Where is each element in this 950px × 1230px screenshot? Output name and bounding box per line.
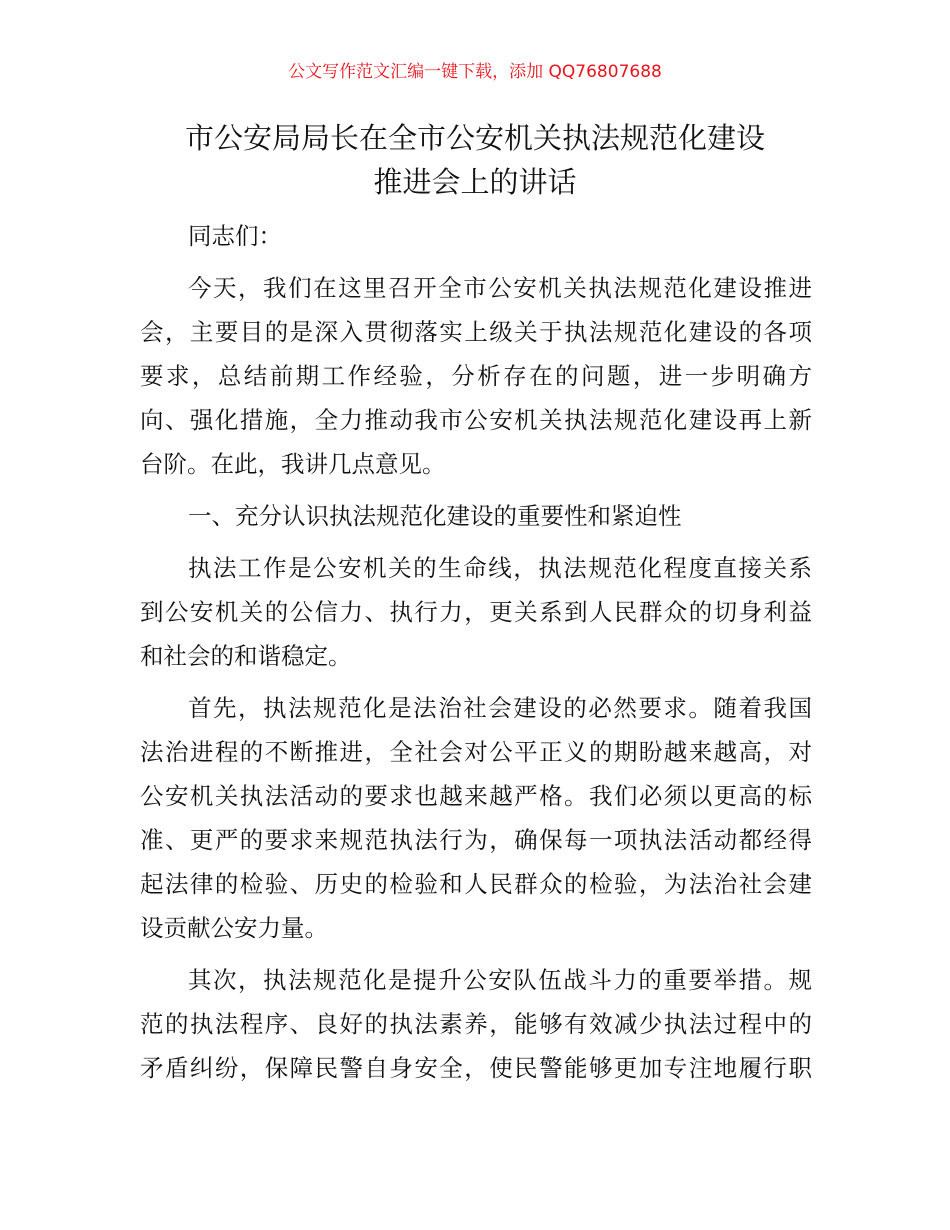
paragraph-line: 矛盾纠纷，保障民警自身安全，使民警能够更加专注地履行职	[140, 1054, 812, 1082]
paragraph	[140, 546, 812, 678]
paragraph-line: 法治进程的不断推进，全社会对公平正义的期盼越来越高，对	[140, 738, 812, 766]
paragraph	[140, 686, 812, 950]
paragraph-line: 公安机关执法活动的要求也越来越严格。我们必须以更高的标	[140, 782, 812, 810]
document-body	[140, 214, 812, 1098]
paragraph-line: 今天，我们在这里召开全市公安机关执法规范化建设推进	[188, 274, 812, 302]
paragraph-line: 范的执法程序、良好的执法素养，能够有效减少执法过程中的	[140, 1010, 812, 1038]
paragraph-line: 要求，总结前期工作经验，分析存在的问题，进一步明确方	[140, 362, 812, 390]
paragraph-line: 向、强化措施，全力推动我市公安机关执法规范化建设再上新	[140, 406, 812, 434]
paragraph-line: 会，主要目的是深入贯彻落实上级关于执法规范化建设的各项	[140, 318, 812, 346]
paragraph-line: 同志们：	[188, 222, 282, 250]
paragraph	[140, 214, 812, 258]
paragraph	[140, 266, 812, 486]
paragraph-line: 台阶。在此，我讲几点意见。	[140, 450, 446, 478]
paragraph-line: 执法工作是公安机关的生命线，执法规范化程度直接关系	[188, 554, 812, 582]
paragraph-line: 设贡献公安力量。	[140, 914, 328, 942]
document-title	[0, 116, 950, 204]
paragraph-line: 起法律的检验、历史的检验和人民群众的检验，为法治社会建	[140, 870, 812, 898]
paragraph-line: 其次，执法规范化是提升公安队伍战斗力的重要举措。规	[188, 966, 812, 994]
paragraph	[140, 494, 812, 538]
paragraph-line: 准、更严的要求来规范执法行为，确保每一项执法活动都经得	[140, 826, 812, 854]
paragraph-line: 和社会的和谐稳定。	[140, 642, 352, 670]
download-banner: 公文写作范文汇编一键下载，添加 QQ76807688	[288, 62, 662, 82]
title-line: 推进会上的讲话	[373, 165, 577, 199]
paragraph-line: 到公安机关的公信力、执行力，更关系到人民群众的切身利益	[140, 598, 812, 626]
paragraph-line: 首先，执法规范化是法治社会建设的必然要求。随着我国	[188, 694, 812, 722]
title-line: 市公安局局长在全市公安机关执法规范化建设	[184, 121, 765, 155]
paragraph	[140, 958, 812, 1090]
paragraph-line: 一、充分认识执法规范化建设的重要性和紧迫性	[188, 502, 682, 530]
